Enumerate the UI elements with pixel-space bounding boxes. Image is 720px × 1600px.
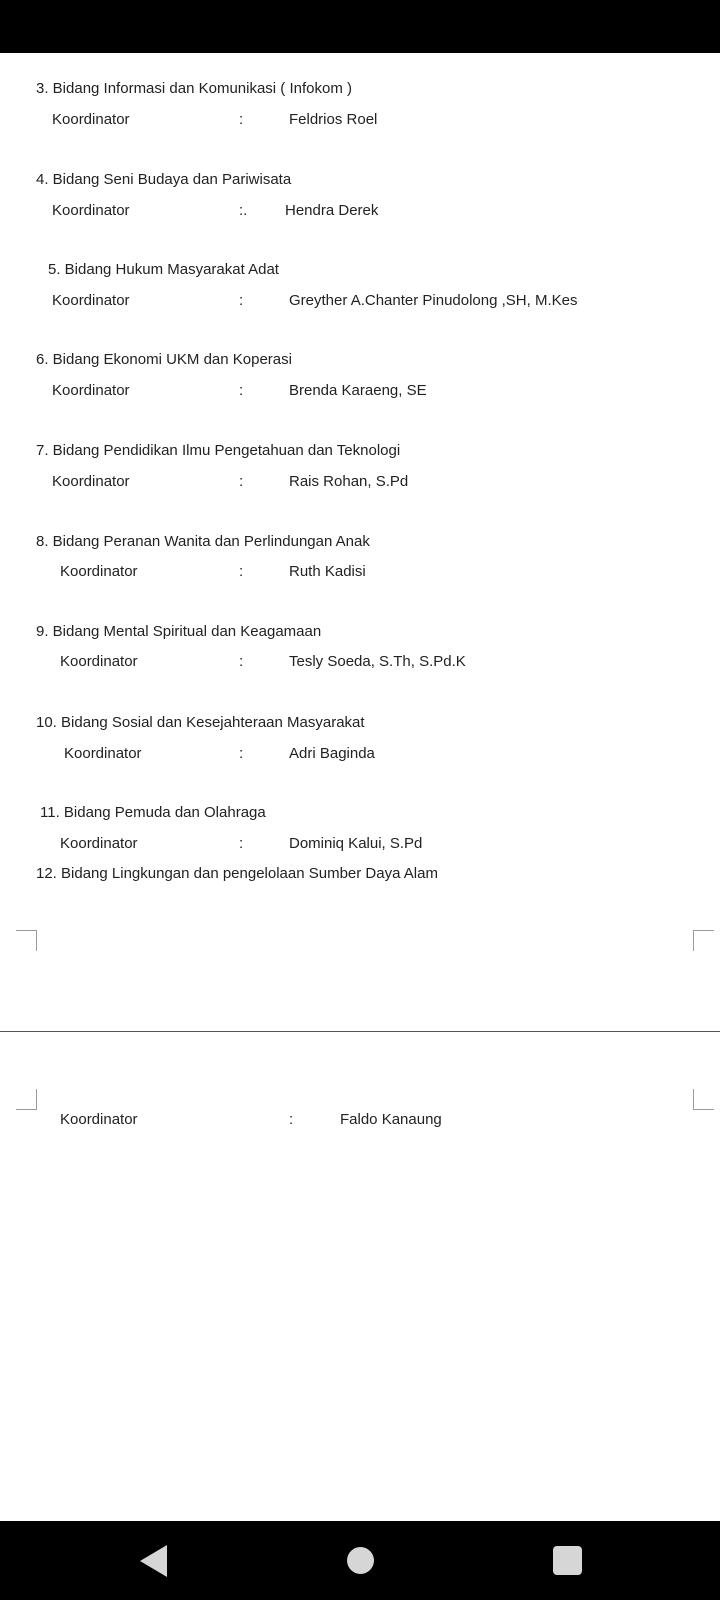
separator: : [239,653,244,670]
coordinator-label: Koordinator [60,563,138,580]
separator: : [289,1111,294,1128]
page-corner-mark [16,930,37,951]
section-heading: 4. Bidang Seni Budaya dan Pariwisata [36,171,292,188]
coordinator-name: Dominiq Kalui, S.Pd [289,835,423,852]
section-heading: 9. Bidang Mental Spiritual dan Keagamaan [36,623,322,640]
page-corner-mark [693,1089,714,1110]
recents-icon [553,1546,582,1575]
back-button[interactable] [113,1521,193,1600]
navigation-bar [0,1521,720,1600]
separator: : [239,473,244,490]
coordinator-label: Koordinator [52,202,130,219]
coordinator-label: Koordinator [60,835,138,852]
document-page[interactable] [0,53,720,1521]
page-break-line [0,1031,720,1032]
home-icon [347,1547,374,1574]
section-heading: 11. Bidang Pemuda dan Olahraga [40,804,266,821]
section-heading: 6. Bidang Ekonomi UKM dan Koperasi [36,351,292,368]
section-heading: 7. Bidang Pendidikan Ilmu Pengetahuan dan Teknologi [36,442,401,459]
coordinator-label: Koordinator [60,1111,138,1128]
separator: : [239,292,244,309]
section-heading: 12. Bidang Lingkungan dan pengelolaan Sumber Daya Alam [36,865,438,882]
section-heading: 8. Bidang Peranan Wanita dan Perlindungan Anak [36,533,370,550]
coordinator-label: Koordinator [52,473,130,490]
coordinator-label: Koordinator [64,745,142,762]
section-heading: 10. Bidang Sosial dan Kesejahteraan Masyarakat [36,714,365,731]
separator: : [239,745,244,762]
coordinator-name: Brenda Karaeng, SE [289,382,427,399]
coordinator-name: Faldo Kanaung [340,1111,442,1128]
home-button[interactable] [320,1521,400,1600]
coordinator-label: Koordinator [52,292,130,309]
coordinator-label: Koordinator [52,382,130,399]
recents-button[interactable] [527,1521,607,1600]
separator: : [239,111,244,128]
coordinator-name: Hendra Derek [285,202,379,219]
separator: : [239,563,244,580]
coordinator-name: Rais Rohan, S.Pd [289,473,409,490]
section-heading: 3. Bidang Informasi dan Komunikasi ( Infokom ) [36,80,352,97]
coordinator-label: Koordinator [60,653,138,670]
coordinator-name: Tesly Soeda, S.Th, S.Pd.K [289,653,466,670]
coordinator-name: Adri Baginda [289,745,375,762]
coordinator-name: Feldrios Roel [289,111,378,128]
status-bar [0,0,720,53]
separator: :. [239,202,248,219]
coordinator-label: Koordinator [52,111,130,128]
separator: : [239,382,244,399]
page-corner-mark [693,930,714,951]
page-corner-mark [16,1089,37,1110]
back-icon [140,1545,167,1577]
separator: : [239,835,244,852]
section-heading: 5. Bidang Hukum Masyarakat Adat [48,261,279,278]
coordinator-name: Greyther A.Chanter Pinudolong ,SH, M.Kes [289,292,578,309]
coordinator-name: Ruth Kadisi [289,563,366,580]
